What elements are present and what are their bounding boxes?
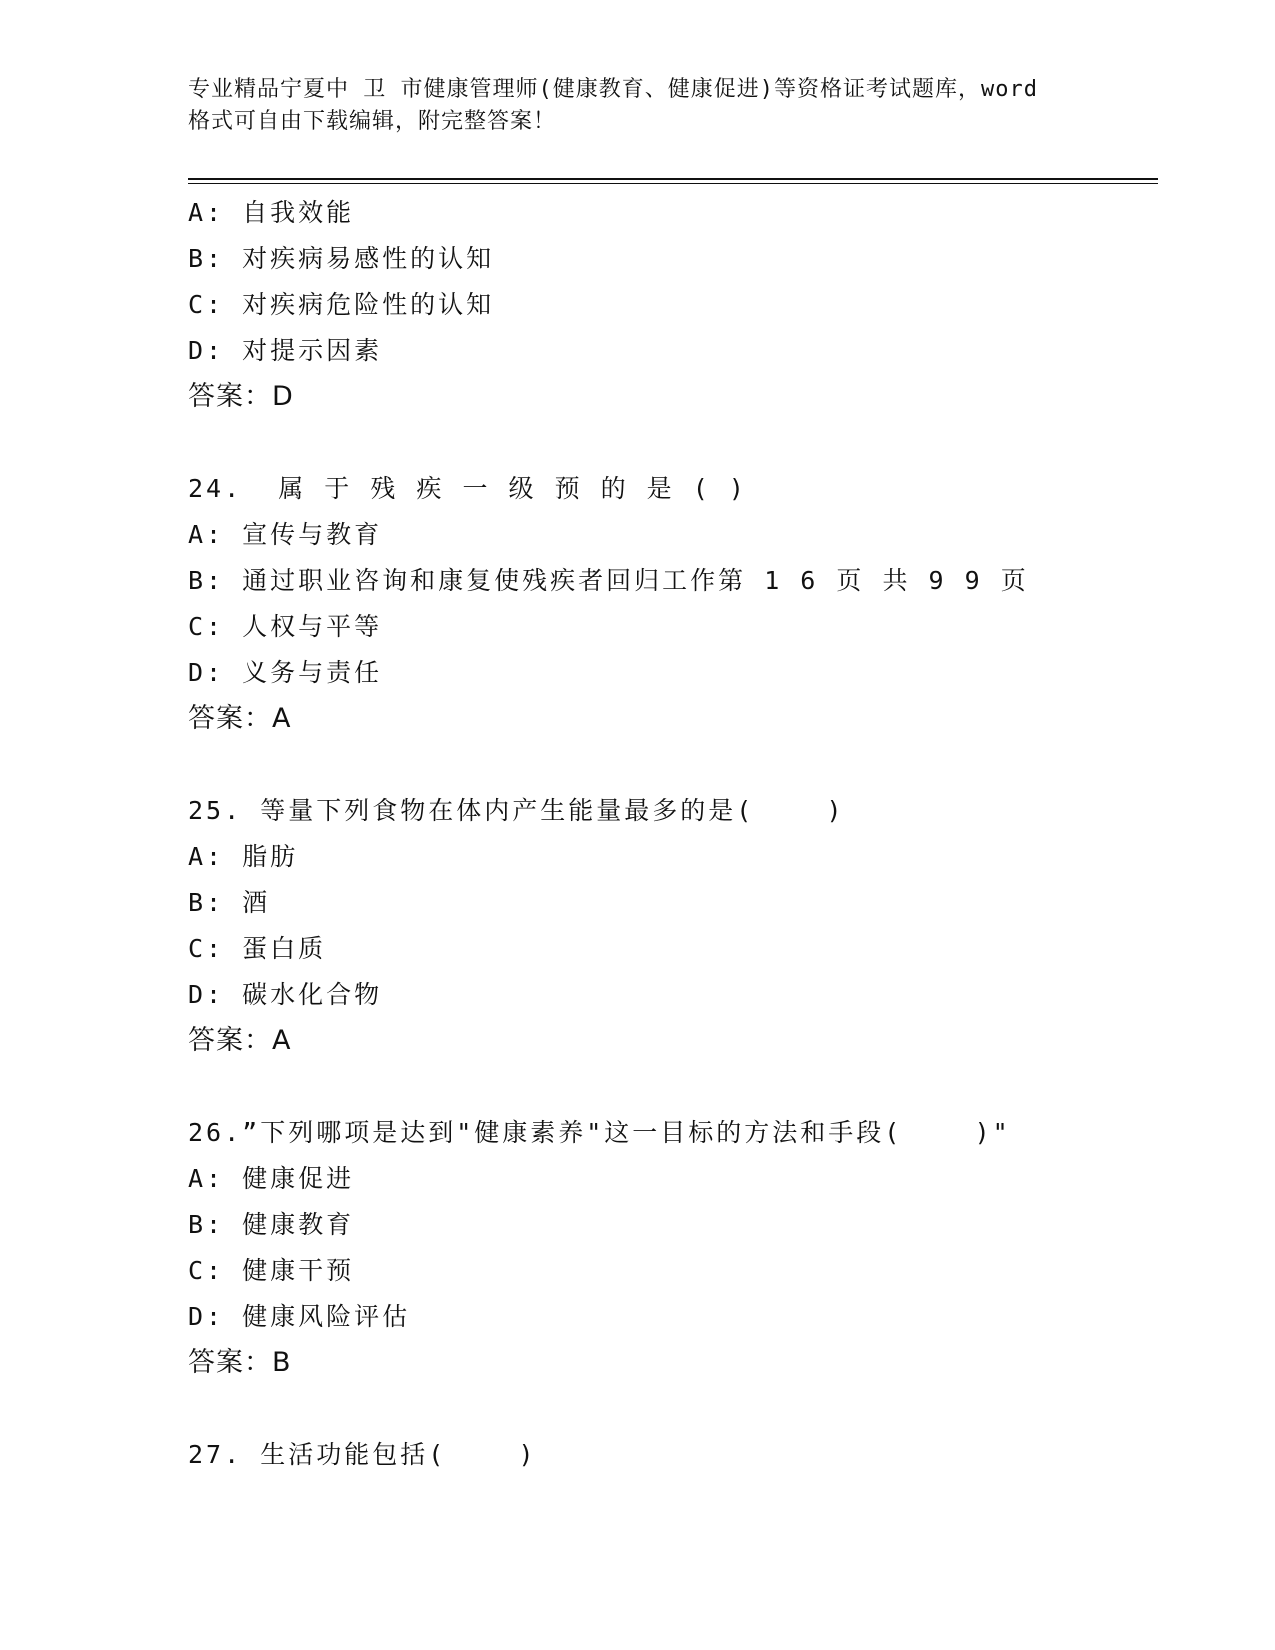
question-27 xyxy=(188,1432,1168,1478)
question-23 xyxy=(188,190,1168,420)
question-text: 25. 等量下列食物在体内产生能量最多的是( ) xyxy=(188,796,845,825)
spacer xyxy=(188,742,1168,788)
question-25 xyxy=(188,788,1168,1064)
question-list xyxy=(188,190,1168,1478)
option-b: B: 酒 xyxy=(188,888,271,917)
spacer xyxy=(188,1386,1168,1432)
option-a: A: 宣传与教育 xyxy=(188,520,383,549)
answer: 答案：A xyxy=(188,703,292,734)
option-d: D: 碳水化合物 xyxy=(188,980,383,1009)
option-c: C: 蛋白质 xyxy=(188,934,327,963)
option-d: D: 健康风险评估 xyxy=(188,1302,411,1331)
question-text: 26.”下列哪项是达到"健康素养"这一目标的方法和手段( )" xyxy=(188,1118,1011,1147)
question-text: 27. 生活功能包括( ) xyxy=(188,1440,537,1469)
question-24 xyxy=(188,466,1168,742)
option-d: D: 对提示因素 xyxy=(188,336,383,365)
question-text: 24. 属 于 残 疾 一 级 预 的 是 ( ) xyxy=(188,474,747,503)
option-a: A: 自我效能 xyxy=(188,198,355,227)
spacer xyxy=(188,420,1168,466)
option-b: B: 健康教育 xyxy=(188,1210,355,1239)
question-26 xyxy=(188,1110,1168,1386)
option-a: A: 脂肪 xyxy=(188,842,299,871)
option-d: D: 义务与责任 xyxy=(188,658,383,687)
header-rule-thick xyxy=(188,178,1158,180)
answer: 答案：B xyxy=(188,1347,292,1378)
option-b: B: 对疾病易感性的认知 xyxy=(188,244,495,273)
page-header-text: 专业精品宁夏中 卫 市健康管理师(健康教育、健康促进)等资格证考试题库，word 格式可自由下载编辑，附完整答案！ xyxy=(188,77,1038,134)
option-c: C: 人权与平等 xyxy=(188,612,383,641)
option-b: B: 通过职业咨询和康复使残疾者回归工作第 1 6 页 共 9 9 页 xyxy=(188,566,1029,595)
answer: 答案：A xyxy=(188,1025,292,1056)
option-a: A: 健康促进 xyxy=(188,1164,355,1193)
answer: 答案：D xyxy=(188,381,294,412)
option-c: C: 对疾病危险性的认知 xyxy=(188,290,495,319)
option-c: C: 健康干预 xyxy=(188,1256,355,1285)
spacer xyxy=(188,1064,1168,1110)
header-rule-thin xyxy=(188,183,1158,184)
